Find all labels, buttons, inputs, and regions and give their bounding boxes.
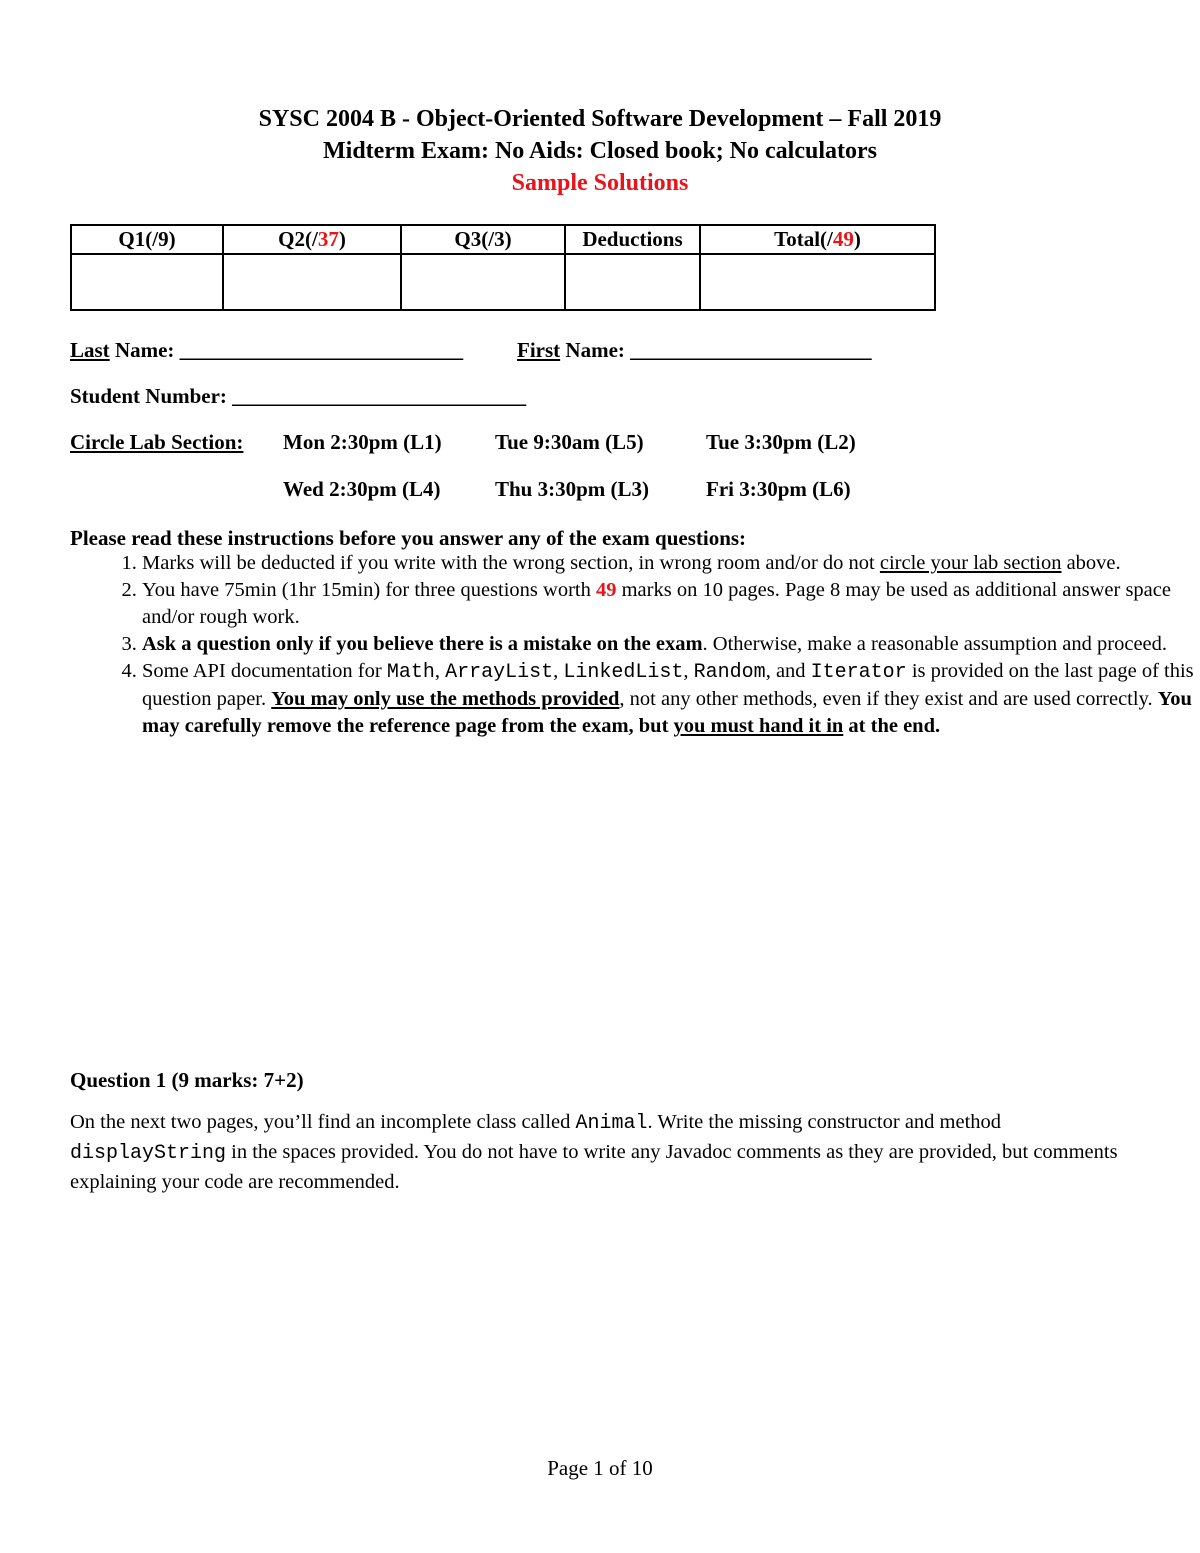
score-table-header: [71, 225, 935, 254]
lab-option-l6[interactable]: Fri 3:30pm (L6): [706, 477, 851, 501]
instructions-list: [70, 550, 1200, 740]
question-1-text: On the next two pages, you’ll find an incomplete class called Animal. Write the missing constructor and method displayString in the spaces provided. You do not have to write any Javadoc comments as they are provided, but comments explaining your code are recommended.: [70, 1111, 1118, 1193]
exam-header: [0, 103, 1200, 199]
course-title: SYSC 2004 B - Object-Oriented Software Development – Fall 2019: [258, 106, 942, 132]
first-name-field[interactable]: First Name: _______________________: [517, 338, 872, 362]
total-header: Total(/49): [700, 225, 935, 254]
student-number-field[interactable]: Student Number: ____________________________: [70, 384, 527, 408]
score-table: [70, 224, 936, 311]
instruction-item: 4. Some API documentation for Math, ArrayList, LinkedList, Random, and Iterator is provided on the last page of this question paper. You may only use the methods provided, not any other methods, even if they exist and are used correctly. You may carefully remove the reference page from the exam, but you must hand it in at the end.: [142, 658, 1200, 740]
lab-option-l3[interactable]: Thu 3:30pm (L3): [495, 477, 650, 501]
total-score-cell[interactable]: [700, 254, 935, 310]
lab-section-label: Circle Lab Section:: [70, 430, 244, 454]
instructions-title: Please read these instructions before you answer any of the exam questions:: [70, 526, 747, 550]
lab-option-l2[interactable]: Tue 3:30pm (L2): [706, 430, 856, 454]
lab-option-l5[interactable]: Tue 9:30am (L5): [495, 430, 644, 454]
q1-score-cell[interactable]: [71, 254, 223, 310]
instruction-item: 1. Marks will be deducted if you write with the wrong section, in wrong room and/or do not circle your lab section above.: [142, 550, 1200, 577]
instruction-item: 3. Ask a question only if you believe there is a mistake on the exam. Otherwise, make a reasonable assumption and proceed.: [142, 631, 1200, 658]
lab-option-l1[interactable]: Mon 2:30pm (L1): [283, 430, 442, 454]
instruction-item: 2. You have 75min (1hr 15min) for three questions worth 49 marks on 10 pages. Page 8 may be used as additional answer space and/or rough work.: [142, 577, 1200, 631]
q3-header: Q3(/3): [401, 225, 565, 254]
q1-header: Q1(/9): [71, 225, 223, 254]
lab-option-l4[interactable]: Wed 2:30pm (L4): [283, 477, 441, 501]
q3-score-cell[interactable]: [401, 254, 565, 310]
q2-header: Q2(/37): [223, 225, 401, 254]
page-number: Page 1 of 10: [547, 1456, 653, 1480]
question-1-heading: Question 1 (9 marks: 7+2): [70, 1068, 304, 1092]
q2-score-cell[interactable]: [223, 254, 401, 310]
deductions-header: Deductions: [565, 225, 700, 254]
sample-solutions-label: Sample Solutions: [511, 170, 689, 196]
deductions-score-cell[interactable]: [565, 254, 700, 310]
score-table-entry-row: [71, 254, 935, 310]
exam-rules: Midterm Exam: No Aids: Closed book; No calculators: [323, 138, 877, 164]
last-name-field[interactable]: Last Name: ___________________________: [70, 338, 464, 362]
